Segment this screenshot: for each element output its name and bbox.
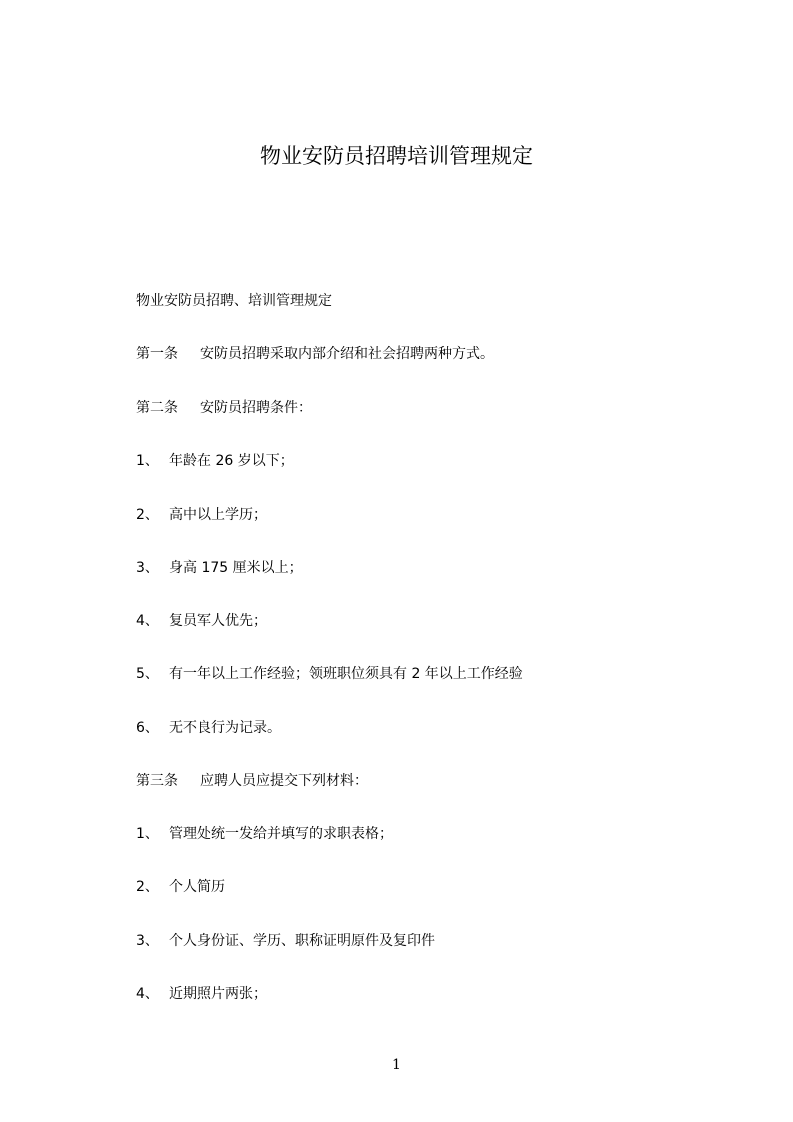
- article-2-label: 第二条: [136, 400, 178, 416]
- article-1-label: 第一条: [136, 346, 178, 362]
- list-item-number: 4、: [136, 986, 159, 1002]
- list-item-text: 个人简历: [169, 879, 225, 895]
- article-3: [136, 771, 368, 791]
- list-item: [136, 931, 435, 951]
- list-item: [136, 664, 523, 684]
- document-title: 物业安防员招聘培训管理规定: [260, 144, 533, 168]
- article-1: [136, 344, 494, 364]
- list-item-number: 2、: [136, 507, 159, 523]
- list-item: [136, 505, 267, 525]
- list-item-text: 管理处统一发给并填写的求职表格；: [169, 826, 393, 842]
- list-item-text: 身高 175 厘米以上；: [169, 560, 303, 576]
- list-item-number: 4、: [136, 613, 159, 629]
- list-item-number: 1、: [136, 826, 159, 842]
- list-item-text: 个人身份证、学历、职称证明原件及复印件: [169, 933, 435, 949]
- article-3-text: 应聘人员应提交下列材料：: [200, 773, 368, 789]
- list-item-text: 高中以上学历；: [169, 507, 267, 523]
- list-item: [136, 611, 267, 631]
- list-item: [136, 451, 294, 471]
- list-item-number: 3、: [136, 560, 159, 576]
- list-item-text: 有一年以上工作经验；领班职位须具有 2 年以上工作经验: [169, 666, 523, 682]
- list-item: [136, 824, 393, 844]
- list-item-text: 复员军人优先；: [169, 613, 267, 629]
- list-item: [136, 984, 267, 1004]
- list-item-text: 无不良行为记录。: [169, 720, 281, 736]
- page-number: 1: [392, 1057, 401, 1073]
- list-item: [136, 718, 281, 738]
- list-item-number: 1、: [136, 453, 159, 469]
- list-item-number: 6、: [136, 720, 159, 736]
- article-3-label: 第三条: [136, 773, 178, 789]
- list-item-text: 近期照片两张；: [169, 986, 267, 1002]
- list-item-number: 5、: [136, 666, 159, 682]
- article-1-text: 安防员招聘采取内部介绍和社会招聘两种方式。: [200, 346, 494, 362]
- article-2-text: 安防员招聘条件：: [200, 400, 312, 416]
- document-subtitle: 物业安防员招聘、培训管理规定: [136, 293, 332, 309]
- list-item: [136, 558, 303, 578]
- list-item-number: 2、: [136, 879, 159, 895]
- list-item-text: 年龄在 26 岁以下；: [169, 453, 294, 469]
- list-item: [136, 877, 225, 897]
- list-item-number: 3、: [136, 933, 159, 949]
- article-2: [136, 398, 312, 418]
